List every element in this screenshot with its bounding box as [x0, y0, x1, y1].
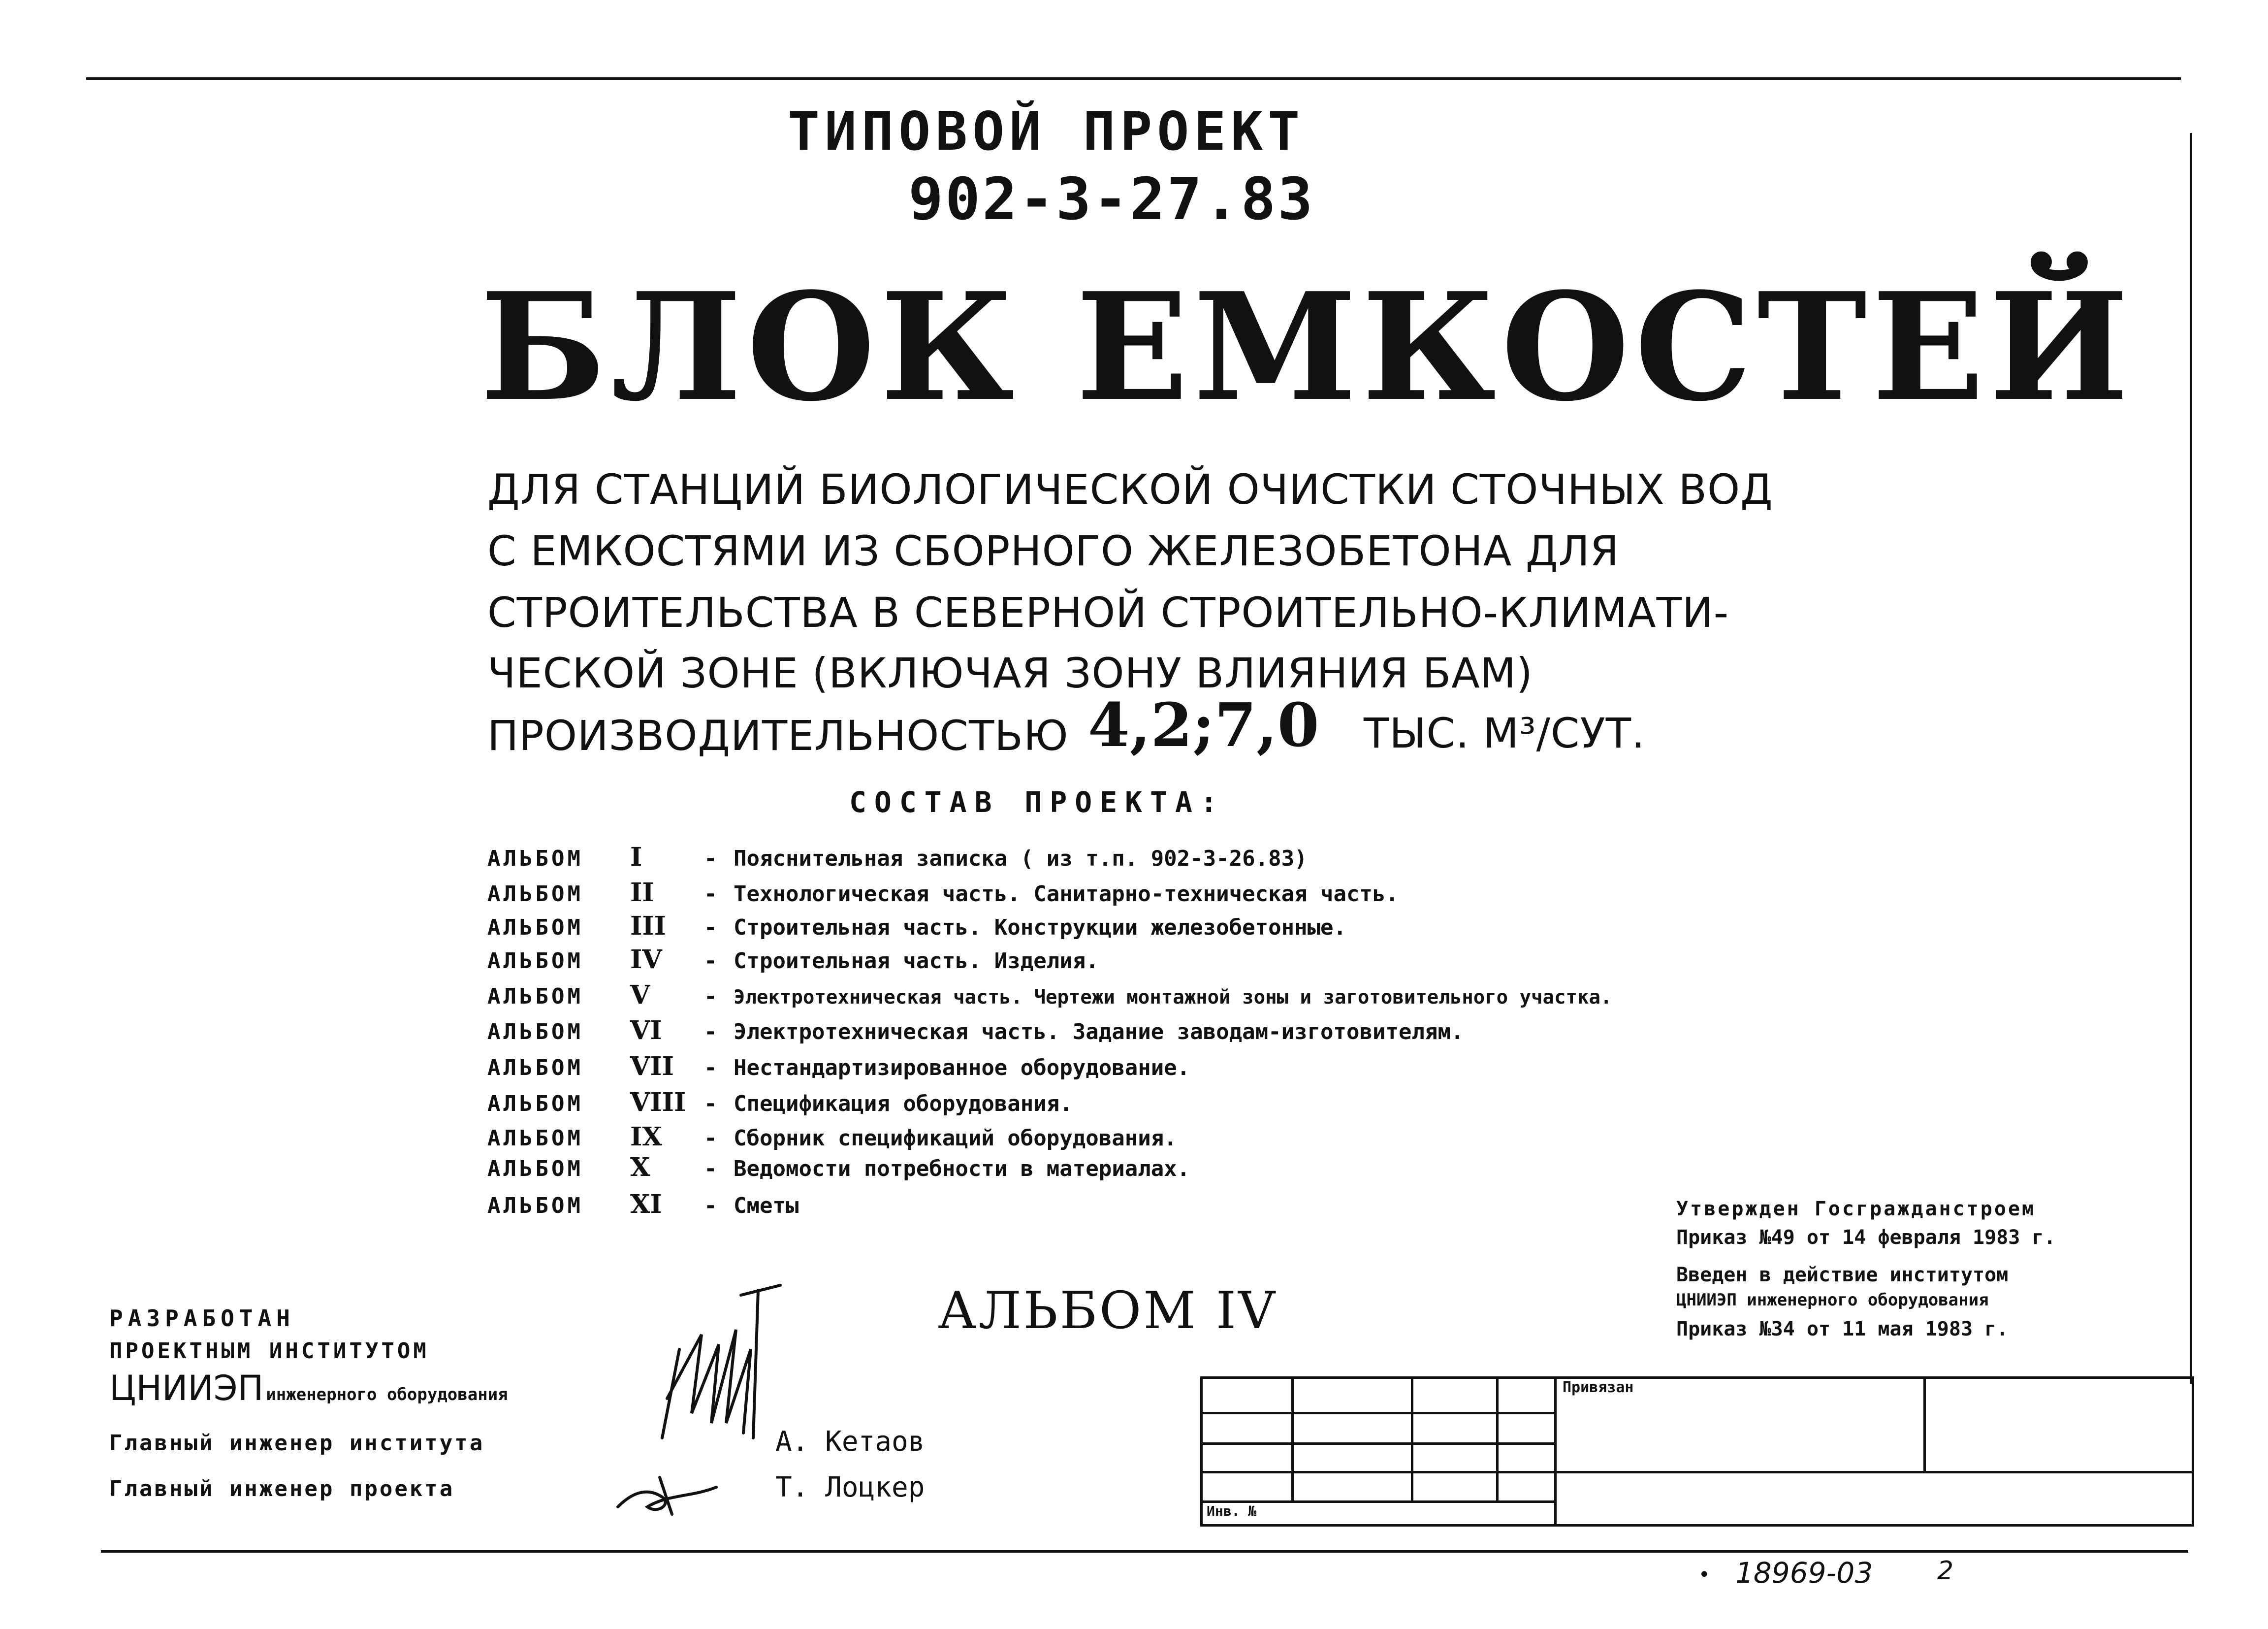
album-title: Электротехническая часть. Чертежи монтажной зоны и заготовительного участка.	[734, 986, 1612, 1009]
stamp-cell	[1293, 1444, 1412, 1472]
capacity-value: 4,2;7,0	[1088, 689, 1319, 760]
album-row-3	[487, 911, 1346, 941]
album-title: Сметы	[734, 1193, 799, 1218]
stamp-cell	[1925, 1378, 2193, 1472]
stamp-inventory-cell	[1202, 1502, 1556, 1526]
album-label: АЛЬБОМ	[487, 1091, 583, 1116]
chief-engineer-institute-name: А. Кетаов	[775, 1426, 925, 1458]
bottom-border-line	[101, 1550, 2188, 1553]
album-title: Ведомости потребности в материалах.	[734, 1156, 1190, 1181]
album-row-9	[487, 1122, 1177, 1152]
album-label: АЛЬБОМ	[487, 1156, 583, 1181]
approval-line-2: Приказ №49 от 14 февраля 1983 г.	[1676, 1226, 2056, 1249]
stamp-cell	[1202, 1378, 1293, 1413]
developer-line-2: ПРОЕКТНЫМ ИНСТИТУТОМ	[109, 1338, 429, 1364]
album-dash: -	[704, 948, 717, 974]
album-label: АЛЬБОМ	[487, 948, 583, 974]
album-row-1	[487, 842, 1308, 872]
approval-line-5: Приказ №34 от 11 мая 1983 г.	[1676, 1318, 2009, 1340]
stamp-inventory-label: Инв. №	[1207, 1503, 1257, 1519]
stamp-cell	[1202, 1413, 1293, 1444]
album-dash: -	[704, 1091, 717, 1116]
album-number: III	[630, 911, 666, 941]
stamp-cell	[1412, 1378, 1498, 1413]
album-row-7	[487, 1051, 1190, 1081]
album-dash: -	[704, 984, 717, 1009]
album-row-8	[487, 1087, 1073, 1117]
album-dash: -	[704, 881, 717, 907]
stamp-attached-label: Привязан	[1563, 1379, 1634, 1396]
stamp-cell	[1412, 1413, 1498, 1444]
signature-lotsker	[613, 1467, 726, 1522]
right-border-line	[2190, 133, 2192, 1384]
album-number: IX	[630, 1122, 662, 1152]
album-dash: -	[704, 1156, 717, 1181]
composition-heading: СОСТАВ ПРОЕКТА:	[849, 785, 1225, 819]
stamp-cell	[1293, 1413, 1412, 1444]
stamp-cell	[1202, 1472, 1293, 1502]
stamp-cell	[1498, 1444, 1556, 1472]
chief-engineer-institute-label: Главный инженер института	[109, 1431, 485, 1456]
stamp-attached-cell	[1556, 1378, 1925, 1472]
top-border-line	[86, 77, 2181, 80]
approval-line-3: Введен в действие институтом	[1676, 1264, 2009, 1286]
album-number: XI	[630, 1189, 662, 1219]
footer-doc-number: 18969-03	[1735, 1556, 1873, 1590]
album-dash: -	[704, 846, 717, 871]
page-title: БЛОК ЕМКОСТЕЙ	[480, 260, 2134, 434]
album-dash: -	[704, 1193, 717, 1218]
album-number: VII	[630, 1051, 674, 1081]
capacity-prefix: ПРОИЗВОДИТЕЛЬНОСТЬЮ	[487, 712, 1069, 760]
stamp-cell	[1293, 1378, 1412, 1413]
album-label: АЛЬБОМ	[487, 846, 583, 871]
developer-line-1: РАЗРАБОТАН	[109, 1305, 295, 1332]
album-row-4	[487, 945, 1099, 975]
album-row-10	[487, 1152, 1190, 1182]
album-title: Сборник спецификаций оборудования.	[734, 1126, 1177, 1151]
album-title: Строительная часть. Изделия.	[734, 948, 1099, 974]
album-row-6	[487, 1015, 1464, 1045]
stamp-cell	[1498, 1413, 1556, 1444]
developer-org-rest: инженерного оборудования	[266, 1385, 508, 1404]
album-dash: -	[704, 1126, 717, 1151]
chief-engineer-project-name: Т. Лоцкер	[775, 1471, 925, 1503]
project-type-label: ТИПОВОЙ ПРОЕКТ	[788, 101, 1305, 163]
album-label: АЛЬБОМ	[487, 984, 583, 1009]
current-album-label: АЛЬБОМ IV	[938, 1280, 1278, 1340]
title-block-stamp	[1200, 1376, 2194, 1527]
album-label: АЛЬБОМ	[487, 915, 583, 940]
approval-line-1: Утвержден Госгражданстроем	[1676, 1198, 2036, 1220]
album-title: Пояснительная записка ( из т.п. 902-3-26.83)	[734, 846, 1308, 871]
stamp-cell	[1556, 1472, 2193, 1526]
stamp-cell	[1498, 1378, 1556, 1413]
stamp-cell	[1202, 1444, 1293, 1472]
developer-line-3	[109, 1368, 508, 1408]
description-line-3: СТРОИТЕЛЬСТВА В СЕВЕРНОЙ СТРОИТЕЛЬНО-КЛИМАТИ-	[487, 588, 1729, 637]
album-title: Нестандартизированное оборудование.	[734, 1055, 1190, 1080]
stamp-cell	[1412, 1444, 1498, 1472]
album-number: VI	[630, 1015, 662, 1045]
album-label: АЛЬБОМ	[487, 1055, 583, 1080]
album-title: Электротехническая часть. Задание заводам-изготовителям.	[734, 1019, 1464, 1044]
album-label: АЛЬБОМ	[487, 1126, 583, 1151]
stamp-cell	[1293, 1472, 1412, 1502]
album-number: II	[630, 878, 654, 908]
album-number: VIII	[630, 1087, 686, 1117]
album-row-11	[487, 1189, 799, 1219]
description-line-1: ДЛЯ СТАНЦИЙ БИОЛОГИЧЕСКОЙ ОЧИСТКИ СТОЧНЫХ ВОД	[487, 465, 1773, 514]
signature-ketaov	[633, 1275, 810, 1463]
album-number: IV	[630, 945, 662, 975]
developer-org-name: ЦНИИЭП	[109, 1368, 264, 1408]
album-row-2	[487, 878, 1399, 908]
stamp-cell	[1412, 1472, 1498, 1502]
album-dash: -	[704, 1019, 717, 1044]
album-title: Строительная часть. Конструкции железобетонные.	[734, 915, 1347, 940]
description-line-2: С ЕМКОСТЯМИ ИЗ СБОРНОГО ЖЕЛЕЗОБЕТОНА ДЛЯ	[487, 527, 1620, 575]
album-dash: -	[704, 1055, 717, 1080]
approval-line-4: ЦНИИЭП инженерного оборудования	[1676, 1290, 1989, 1310]
description-line-4: ЧЕСКОЙ ЗОНЕ (ВКЛЮЧАЯ ЗОНУ ВЛИЯНИЯ БАМ)	[487, 649, 1533, 697]
album-title: Спецификация оборудования.	[734, 1091, 1073, 1116]
capacity-unit: ТЫС. М³/СУТ.	[1364, 709, 1645, 757]
album-title: Технологическая часть. Санитарно-техническая часть.	[734, 881, 1399, 907]
album-label: АЛЬБОМ	[487, 1019, 583, 1044]
album-label: АЛЬБОМ	[487, 881, 583, 907]
footer-bullet: •	[1698, 1564, 1710, 1586]
album-number: I	[630, 842, 642, 872]
footer-page-number: 2	[1937, 1556, 1954, 1586]
stamp-cell	[1498, 1472, 1556, 1502]
album-dash: -	[704, 915, 717, 940]
album-number: V	[630, 980, 650, 1010]
album-row-5	[487, 980, 1612, 1010]
project-number: 902-3-27.83	[908, 165, 1315, 233]
album-label: АЛЬБОМ	[487, 1193, 583, 1218]
chief-engineer-project-label: Главный инженер проекта	[109, 1476, 455, 1501]
album-number: X	[630, 1152, 650, 1182]
